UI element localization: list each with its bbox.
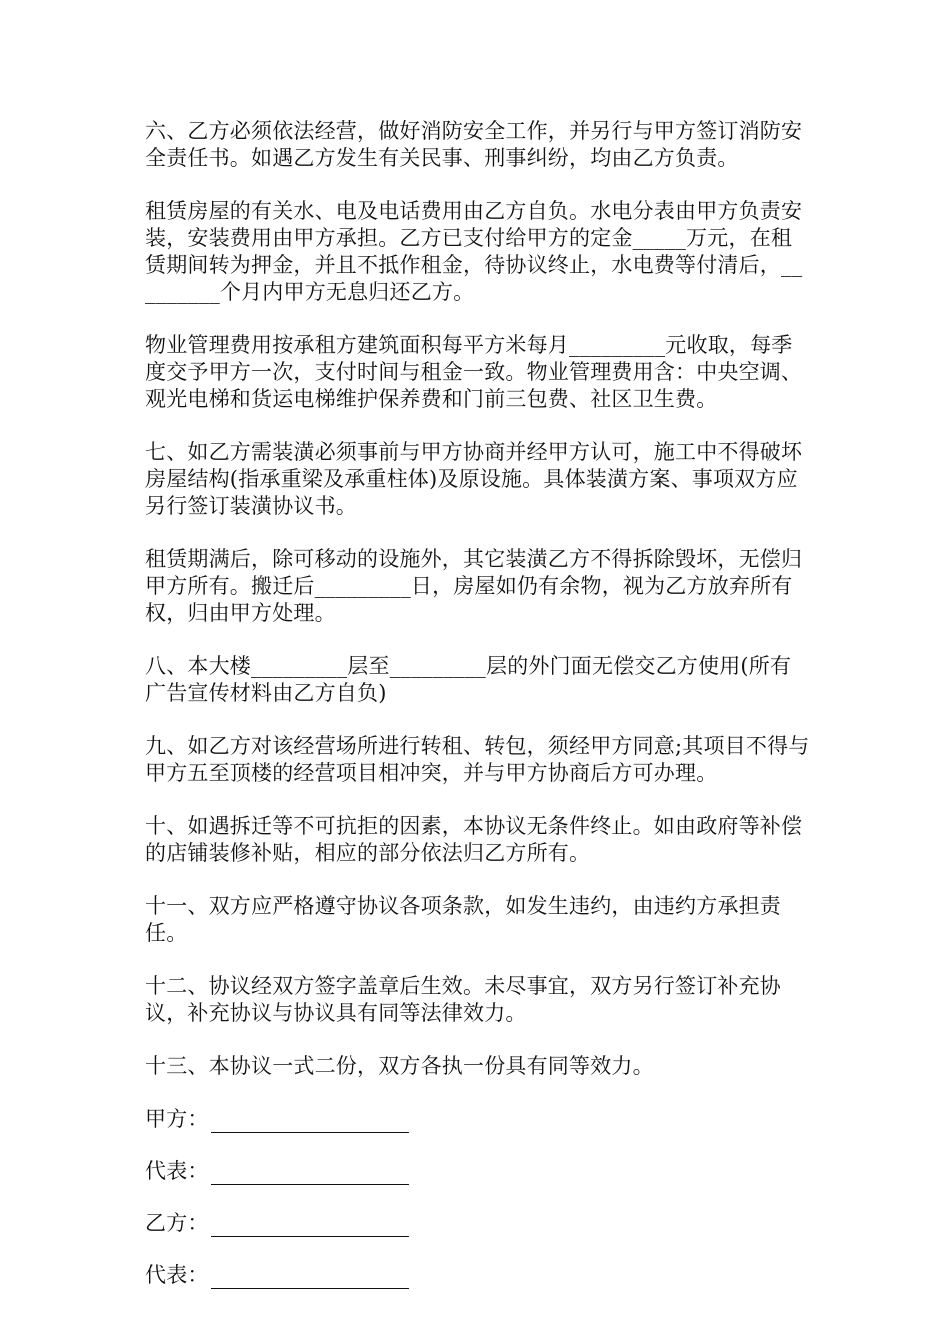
clause-6: 六、乙方必须依法经营，做好消防安全工作，并另行与甲方签订消防安全责任书。如遇乙方发生有关民事、刑事纠纷，均由乙方负责。 [145, 119, 803, 170]
clause-11: 十一、双方应严格遵守协议各项条款，如发生违约，由违约方承担责任。 [145, 894, 781, 945]
clause-8: 八、本大楼_________层至_________层的外门面无偿交乙方使用(所有广告宣传材料由乙方自负) [145, 654, 792, 705]
signature-blank [211, 1162, 409, 1185]
lease-end-paragraph: 租赁期满后，除可移动的设施外，其它装潢乙方不得拆除毁坏，无偿归甲方所有。搬迁后_________日，房屋如仍有余物，视为乙方放弃所有权，归由甲方处理。 [145, 547, 803, 625]
clause-9: 九、如乙方对该经营场所进行转租、转包，须经甲方同意;其项目不得与甲方五至顶楼的经营项目相冲突，并与甲方协商后方可办理。 [145, 734, 810, 785]
signature-label: 乙方： [145, 1211, 209, 1235]
clause-7: 七、如乙方需装潢必须事前与甲方协商并经甲方认可，施工中不得破坏房屋结构(指承重梁及承重柱体)及原设施。具体装潢方案、事项双方应另行签订装潢协议书。 [145, 440, 803, 518]
signature-representative-b [145, 1262, 810, 1289]
clause-13: 十三、本协议一式二份，双方各执一份具有同等效力。 [145, 1054, 654, 1078]
utilities-paragraph: 租赁房屋的有关水、电及电话费用由乙方自负。水电分表由甲方负责安装，安装费用由甲方承担。乙方已支付给甲方的定金_____万元，在租赁期间转为押金，并且不抵作租金，待协议终止，水电费等付清后，_________个月内甲方无息归还乙方。 [145, 199, 803, 304]
signature-label: 代表： [145, 1263, 209, 1287]
signature-party-b [145, 1210, 810, 1237]
signature-blank [211, 1110, 409, 1133]
signature-party-a [145, 1106, 810, 1133]
clause-12: 十二、协议经双方签字盖章后生效。未尽事宜，双方另行签订补充协议，补充协议与协议具有同等法律效力。 [145, 974, 781, 1025]
signature-blank [211, 1214, 409, 1237]
signature-label: 甲方： [145, 1107, 209, 1131]
document-body [145, 118, 810, 1314]
signature-representative-a [145, 1158, 810, 1185]
signature-label: 代表： [145, 1159, 209, 1183]
signature-blank [211, 1266, 409, 1289]
clause-10: 十、如遇拆迁等不可抗拒的因素，本协议无条件终止。如由政府等补偿的店铺装修补贴，相应的部分依法归乙方所有。 [145, 814, 803, 865]
property-fee-paragraph: 物业管理费用按承租方建筑面积每平方米每月_________元收取，每季度交予甲方一次，支付时间与租金一致。物业管理费用含：中央空调、观光电梯和货运电梯维护保养费和门前三包费、社区卫生费。 [145, 333, 803, 411]
